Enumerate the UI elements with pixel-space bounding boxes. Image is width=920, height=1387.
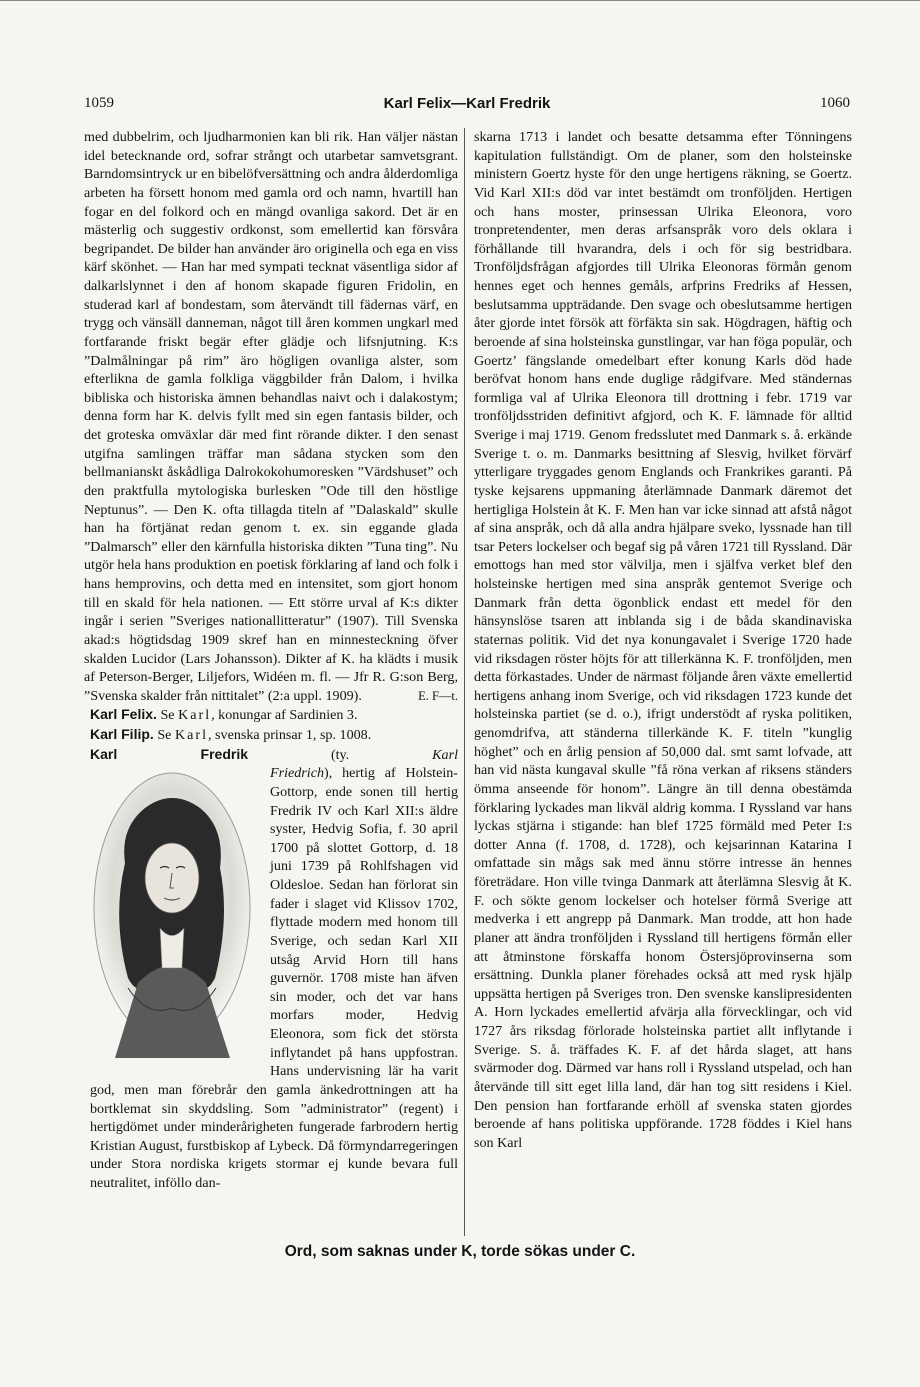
reference-target[interactable]: Karl xyxy=(174,727,208,743)
running-title: Karl Felix—Karl Fredrik xyxy=(383,95,551,112)
reference-rest: , konungar af Sardinien 3. xyxy=(211,707,358,724)
footer-note: Ord, som saknas under K, torde sökas under C. xyxy=(284,1243,636,1260)
right-column-text: skarna 1713 i landet och besatte detsamma efter Tönningens kapitulation fullständigt. Om de planer, som den holsteinske ministern Goertz hyste för den unge hertigens räkning, se Goertz. Vid Karl XII:s död var intet bestämdt om tronföljden. Hertigen och hans moster, prinsessan Ulrika Eleonora, voro tronpretendenter, men deras arfsanspråk voro dels oklara i förhållande till hvarandra, dels i och för sig bestridbara. Tronföljdsfrågan afgjordes till Ulrika Eleonoras förmån genom hennes eget och hennes gemåls, arfprins Fredriks af Hessen, beslutsamma uppträdande. Den svage och obeslutsamme hertigen åter gjorde intet försök att förfäkta sin sak. Högdragen, häftig och beroende af sina holsteinska gunstlingar, var han föga populär, och Goertz’ fängslande omedelbart efter konung Karls död hade beröfvat honom hans ende duglige rådgifvare. Med ständernas formliga val af Ulrika Eleonora till drottning i febr. 1719 var tronföljdsstriden definitivt afgjord, och K. F. lämnade för alltid Sverige i maj 1719. Genom fredsslutet med Danmark s. å. erkände Sverige t. o. m. Danmarks besittning af Slesvig, hvilket förvärf ytterligare tryggades genom Englands och Frankrikes garanti. På tyske kejsarens uppmaning återlämnade Danmark däremot det hertigliga Holstein åt K. F. Men han var icke sinnad att afstå något af sina anspråk, och då alla andra hjälpare sveko, lyssnade han till tsar Peters lockelser och begaf sig på våren 1721 till Ryssland. Där emottogs han med stor välvilja, men i själfva verket blef den holsteinske hertigen med sina anspråk gentemot Sverige och Danmark från detta ögonblick endast ett medel för den hänsynslöse tsaren att inblanda sig i de båda skandinaviska staternas politik. Vid det nya konungavalet i Sverige 1720 hade vid riksdagen röster höjts för att tillerkänna K. F. tronföljden, men detta förkastades. Under de närmast följande åren växte emellertid hertigens anhang inom Sverige, och vid riksdagen 1723 kunde det holsteinska partiet (se d. o.), ifrigt understödt af ryska politiken, genomdrifva, att ständerna tillerkände K. F. titeln ”kunglig höghet” och en årlig pension af 50,000 dal. smt samt lofvade, att han vid nästa kungaval skulle ”få röna verkan af riksens ständers ömma anseende för honom”. Längre än till denna obestämda förklaring lyckades man likväl aldrig komma. I Ryssland var hans lyckas stjärna i stigande: han blef 1725 förmäld med Peter I:s dotter Anna (f. 1708, d. 1728), och kejsarinnan Katarina I omfattade sin mågs sak med ännu större intresse än hennes företrädare. Hon ville tvinga Danmark att återlämna Slesvig åt K. F. och sökte genom lockelser och hotelser förmå Sverige att medverka i ett angrepp på Danmark. Man trodde, att hon hade planer att ändra tronföljden i Ryssland till hertigens förmån eller att åtminstone förskaffa honom Östersjöprovinserna som ersättning. Dunkla planer förehades också att med rysk hjälp uppsätta hertigen på Sveriges tron. Den svenske kanslipresidenten A. Horn lyckades emellertid afvärja alla förvecklingar, och vid 1727 års riksdag förlorade holsteinska partiet allt inflytande i Sverige. S. å. träffades K. F. af det hårda slaget, att hans svärmoder dog. Därmed var hans roll i Ryssland utspelad, och han återvände till sitt eget lilla land, där han tog sitt residens i Kiel. Den pension han fortfarande erhöll af svenska staten gjordes beroende af hans politiska uppförande. 1728 föddes i Kiel hans son Karl xyxy=(474,129,852,1151)
top-rule xyxy=(0,0,920,4)
author-signature: E. F—t. xyxy=(418,688,458,703)
column-divider xyxy=(464,128,465,1236)
entry-karl-filip xyxy=(84,725,458,745)
german-name: Karl Friedrich xyxy=(270,746,458,782)
page-number-left: 1059 xyxy=(84,95,114,111)
reference-target[interactable]: Karl xyxy=(178,707,212,724)
entry-headword: Karl Fredrik xyxy=(90,745,248,762)
left-column xyxy=(84,128,458,1193)
entry-karl-felix xyxy=(84,705,458,725)
entry-karl-fredrik xyxy=(84,745,458,1193)
entry-headword: Karl Felix. xyxy=(90,706,157,723)
reference-rest: , svenska prinsar 1, sp. 1008. xyxy=(208,727,372,743)
article-text: med dubbelrim, och ljudharmonien kan bli rik. Han väljer nästan idel betecknande ord, sofrar strångt och utarbetar samvetsgrant. Barndomsintryck ur en bibelöfversättning och andra ålderdomliga arbeten ha försett honom med gamla ord och namn, hvartill han fogar en del folkord och en mängd ovanliga sakord. Det är en mästerlig och suggestiv ordkonst, som emellertid kan försvåra begripandet. De bilder han använder äro originella och ega en viss kärf skönhet. — Han har med sympati tecknat väsentliga sidor af dalkarlslynnet i den af honom skapade figuren Fridolin, en studerad karl af bondestam, som återvändt till fädernas värf, en trygg och vänsäll danneman, något till åren kommen ungkarl med fortfarande friskt begär efter glädje och lifsnjutning. K:s ”Dalmålningar på rim” äro högligen ovanliga alster, som efterlikna de gamla folkliga väggbilder från Dalom, i hvilka bibliska och historiska ämnen behandlas naivt och i dalakostym; denna form har K. delvis fyllt med sin egen fantasis bilder, och det groteska omväxlar där med fint rörande dikter. I den senast utgifna samlingen träffar man sådana stycken som den bellmanianskt åskådliga Dalrokokohumoresken ”Värdshuset” och den praktfulla mytologiska burlesken ”Ode till den höstlige Neptunus”. — Den K. ofta tillagda titeln af ”Dalaskald” skulle han ha förtjänat redan genom t. ex. sin eggande glada ”Dalmarsch” eller den kärnfulla historiska dikten ”Tuna ting”. Nu utgör hela hans produktion en poetisk förklaring af land och folk i hans hemprovins, och detta med en intensitet, som gjort honom till en skald för hela nationen. — Ett större urval af K:s dikter ingår i serien ”Sveriges nationallitteratur” (1907). Till Svenska akad:s högtidsdag 1909 skref han en minnesteckning öfver skalden Lucidor (Lars Johansson). Dikter af K. ha klädts i musik af Peterson-Berger, Liljefors, Widéen m. fl. — Jfr R. G:son Berg, ”Svenska skalder från nittitalet” (2:a uppl. 1909). xyxy=(84,129,458,704)
see-reference: Se xyxy=(160,707,175,724)
right-column xyxy=(474,128,852,1152)
page-header xyxy=(84,95,850,117)
entry-text-b: ), hertig af Holstein-Gottorp, ende sonen till hertig Fredrik IV och Karl XII:s äldre syster, Hedvig Sofia, f. 30 april 1700 på slottet Gottorp, d. 18 juni 1739 på Rohlfshagen vid Oldesloe. Sedan han förlorat sin fader i slaget vid Klissov 1702, flyttade modern med honom till Sverige, och sedan Karl XII utsåg Arvid Horn till hans guvernör. 1708 miste han äfven sin moder, och det var hans morfars moder, Hedvig Eleonora, som fick det största inflytandet på hans uppfostran. Hans undervisning lär ha varit god, men man förebrår den gamla änkedrottningen att ha bortklemat sin skyddsling. Som ”administrator” (regent) i hertigdömet under minderårigheten fungerade farbrodern hertig Kristian August, furstbiskop af Lybeck. Då förmyndarregeringen under Stora nordiska krigets stormar ej kunde bevara full neutralitet, inföllo dan- xyxy=(90,765,458,1191)
portrait-frame xyxy=(90,768,260,1068)
entry-text-a: (ty. xyxy=(330,746,350,763)
article-continuation xyxy=(84,128,458,705)
entry-headword: Karl Filip. xyxy=(90,726,154,742)
portrait-engraving-icon xyxy=(90,768,255,1063)
page-number-right: 1060 xyxy=(820,95,850,111)
see-reference: Se xyxy=(157,727,172,743)
